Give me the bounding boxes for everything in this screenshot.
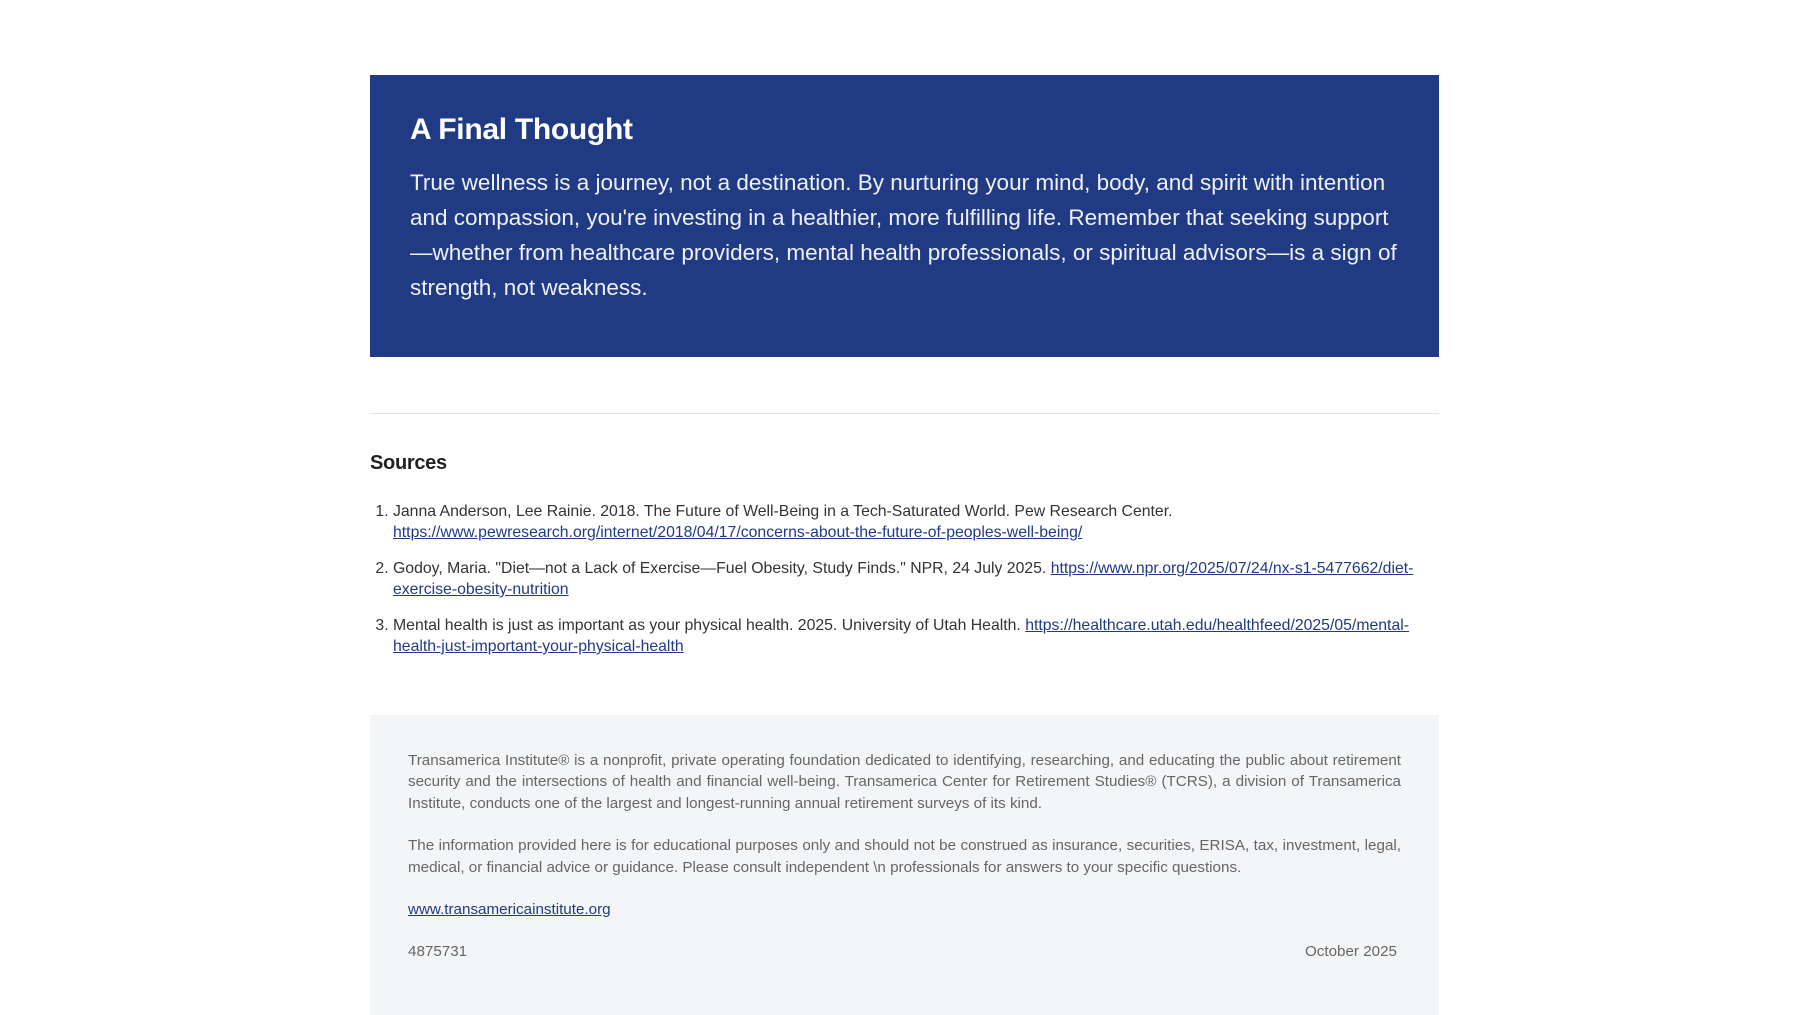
footer-disclaimer — [370, 715, 1439, 1015]
website-link[interactable]: www.transamericainstitute.org — [408, 901, 611, 919]
source-item: 2. Godoy, Maria. "Diet—not a Lack of Exercise—Fuel Obesity, Study Finds." NPR, 24 July 2025. https://www.npr.org/2025/07/24/nx-s1-5477662/diet-exercise-obesity-nutrition — [393, 558, 1439, 600]
source-link[interactable]: https://www.pewresearch.org/internet/2018/04/17/concerns-about-the-future-of-peoples-well-being/ — [393, 524, 1083, 541]
sources-section — [370, 452, 1439, 672]
sources-title: Sources — [370, 452, 447, 474]
divider — [370, 413, 1439, 414]
source-link[interactable]: https://www.npr.org/2025/07/24/nx-s1-5477662/diet-exercise-obesity-nutrition — [393, 560, 1414, 598]
source-item: 1. Janna Anderson, Lee Rainie. 2018. The Future of Well-Being in a Tech-Saturated World. Pew Research Center. https://www.pewresearch.org/internet/2018/04/17/concerns-about-the-future-of-peoples-well-being/ — [393, 501, 1439, 543]
footer-meta — [408, 941, 1401, 962]
about-text: Transamerica Institute® is a nonprofit, private operating foundation dedicated to identifying, researching, and educating the public about retirement security and the intersections of health and financial well-being. Transamerica Center for Retirement Studies® (TCRS), a division of Transamerica Institute, conducts one of the largest and longest-running annual retirement surveys of its kind. — [408, 752, 1401, 812]
final-thought-body: True wellness is a journey, not a destination. By nurturing your mind, body, and spirit with intention and compassion, you're investing in a healthier, more fulfilling life. Remember that seeking support—whether from healthcare providers, mental health professionals, or spiritual advisors—is a sign of strength, not weakness. — [410, 170, 1397, 300]
source-link[interactable]: https://healthcare.utah.edu/healthfeed/2025/05/mental-health-just-important-your-physical-health — [393, 617, 1409, 655]
final-thought-callout — [370, 75, 1439, 357]
publication-date: October 2025 — [1304, 943, 1397, 961]
disclaimer-text: The information provided here is for educational purposes only and should not be construed as insurance, securities, ERISA, tax, investment, legal, medical, or financial advice or guidance. Please consult independent \n professionals for answers to your specific questions. — [408, 837, 1401, 876]
document-code: 4875731 — [408, 943, 468, 961]
source-item: 3. Mental health is just as important as your physical health. 2025. University of Utah Health. https://healthcare.utah.edu/healthfeed/2025/05/mental-health-just-important-your-physical-health — [393, 615, 1439, 657]
final-thought-title: A Final Thought — [410, 113, 633, 146]
sources-list — [370, 501, 1439, 657]
